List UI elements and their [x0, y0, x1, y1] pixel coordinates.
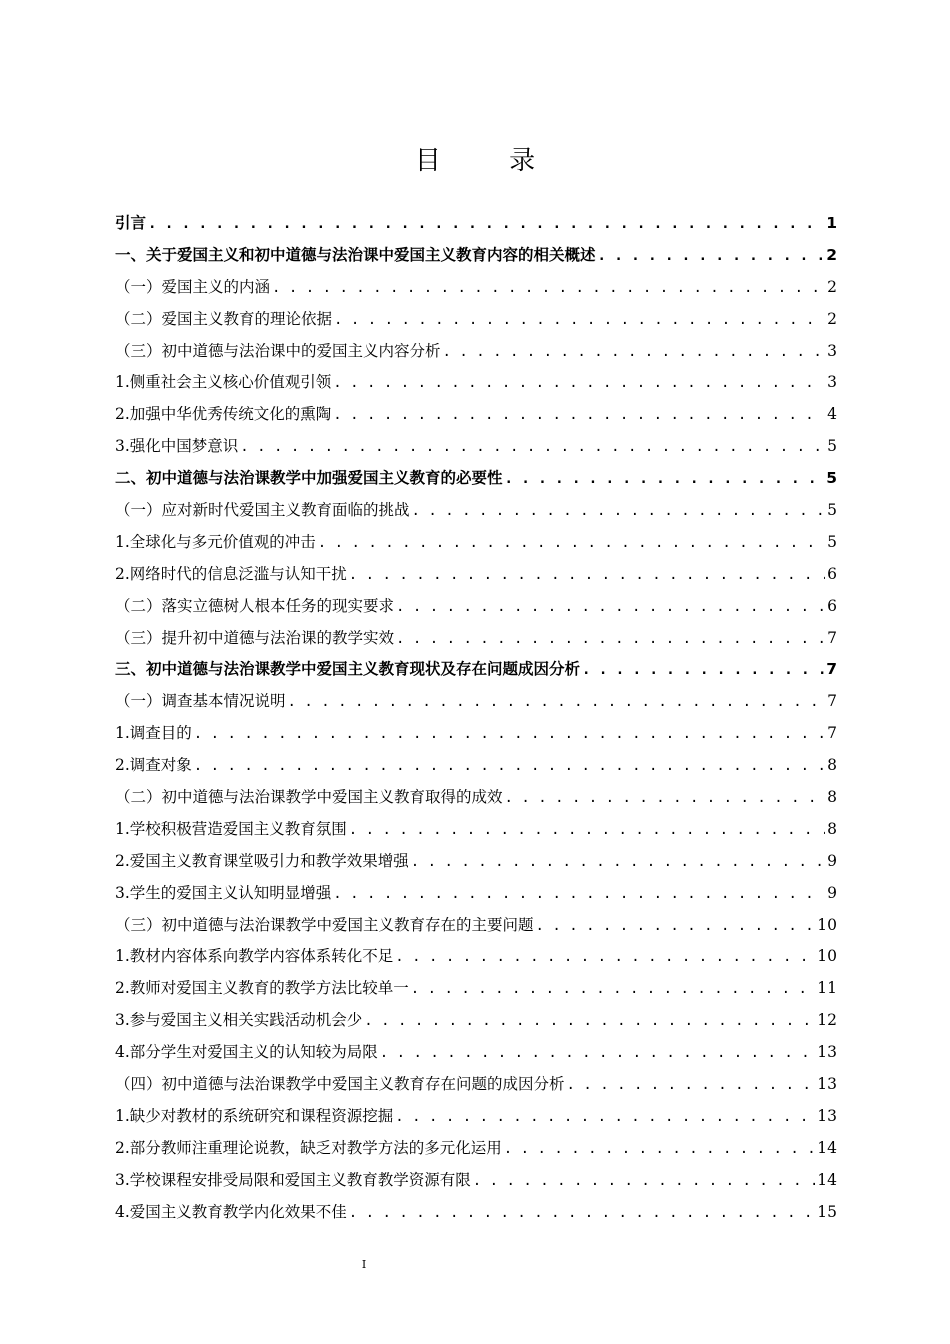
toc-entry-page: 3 [827, 373, 837, 392]
toc-dot-leader [333, 400, 825, 432]
toc-entry-title: （一）应对新时代爱国主义教育面临的挑战 [115, 501, 410, 520]
toc-entry-page: 13 [817, 1075, 837, 1094]
toc-entry-page: 7 [827, 692, 837, 711]
toc-dot-leader [395, 942, 815, 974]
toc-entry-title: 3.学生的爱国主义认知明显增强 [115, 883, 332, 902]
toc-entry-page: 3 [827, 341, 837, 360]
toc-entry-title: 一、关于爱国主义和初中道德与法治课中爱国主义教育内容的相关概述 [115, 245, 596, 264]
toc-dot-leader [349, 560, 825, 592]
toc-dot-leader [333, 368, 825, 400]
toc-entry-title: 引言 [115, 214, 147, 232]
toc-entry-title: （二）初中道德与法治课教学中爱国主义教育取得的成效 [115, 788, 503, 807]
toc-dot-leader [334, 305, 825, 337]
toc-entry-page: 7 [827, 628, 837, 647]
toc-dot-leader [598, 241, 825, 273]
toc-entry-title: 2.网络时代的信息泛滥与认知干扰 [115, 564, 347, 583]
toc-entry-page: 2 [826, 245, 837, 264]
toc-dot-leader [364, 1006, 815, 1038]
toc-entry-page: 8 [827, 819, 837, 838]
toc-entry-title: 3.学校课程安排受局限和爱国主义教育教学资源有限 [115, 1170, 471, 1189]
toc-entry[interactable] [115, 654, 837, 686]
toc-entry[interactable] [115, 686, 837, 718]
toc-entry-title: （三）提升初中道德与法治课的教学实效 [115, 628, 395, 647]
toc-entry-page: 6 [827, 596, 837, 615]
toc-entry[interactable] [115, 208, 837, 240]
toc-entry[interactable] [115, 399, 837, 431]
toc-entry[interactable] [115, 1005, 837, 1037]
toc-dot-leader [318, 528, 825, 560]
toc-entry-title: 1.调查目的 [115, 724, 192, 743]
toc-dot-leader [288, 687, 826, 719]
toc-entry-title: （三）初中道德与法治课中的爱国主义内容分析 [115, 341, 441, 360]
toc-dot-leader [349, 815, 825, 847]
toc-entry-page: 7 [827, 724, 837, 743]
toc-entry[interactable] [115, 1133, 837, 1165]
page-number: I [361, 1258, 367, 1271]
toc-entry[interactable] [115, 910, 837, 942]
toc-entry-title: 1.教材内容体系向教学内容体系转化不足 [115, 947, 394, 966]
toc-entry-title: 1.侧重社会主义核心价值观引领 [115, 373, 332, 392]
toc-entry[interactable] [115, 1101, 837, 1133]
toc-dot-leader [412, 496, 826, 528]
table-of-contents [115, 208, 837, 1229]
toc-entry[interactable] [115, 814, 837, 846]
toc-entry-page: 9 [827, 851, 837, 870]
toc-dot-leader [272, 273, 825, 305]
toc-dot-leader [443, 337, 826, 369]
toc-entry-title: 1.学校积极营造爱国主义教育氛围 [115, 819, 347, 838]
toc-entry[interactable] [115, 878, 837, 910]
toc-entry-title: 3.参与爱国主义相关实践活动机会少 [115, 1011, 363, 1030]
toc-entry-title: 2.加强中华优秀传统文化的熏陶 [115, 405, 332, 424]
toc-entry-title: 1.缺少对教材的系统研究和课程资源挖掘 [115, 1106, 394, 1125]
toc-entry-page: 8 [827, 756, 837, 775]
toc-entry[interactable] [115, 272, 837, 304]
toc-entry-title: 三、初中道德与法治课教学中爱国主义教育现状及存在问题成因分析 [115, 660, 581, 679]
toc-entry-page: 7 [826, 660, 837, 679]
toc-entry-title: （二）落实立德树人根本任务的现实要求 [115, 596, 395, 615]
toc-entry[interactable] [115, 1165, 837, 1197]
toc-entry-page: 13 [817, 1106, 837, 1125]
toc-dot-leader [504, 1134, 815, 1166]
toc-entry-page: 14 [817, 1138, 837, 1157]
toc-dot-leader [395, 1102, 815, 1134]
toc-dot-leader [505, 783, 826, 815]
toc-entry[interactable] [115, 495, 837, 527]
toc-entry-title: 2.教师对爱国主义教育的教学方法比较单一 [115, 979, 409, 998]
toc-dot-leader [411, 847, 825, 879]
toc-entry-page: 2 [827, 309, 837, 328]
toc-entry-page: 6 [827, 564, 837, 583]
toc-dot-leader [194, 719, 825, 751]
toc-entry-title: 4.爱国主义教育教学内化效果不佳 [115, 1202, 347, 1221]
toc-entry[interactable] [115, 1197, 837, 1229]
toc-entry[interactable] [115, 718, 837, 750]
toc-entry[interactable] [115, 1069, 837, 1101]
toc-dot-leader [194, 751, 825, 783]
toc-entry-title: 3.强化中国梦意识 [115, 437, 239, 456]
toc-entry-title: 2.部分教师注重理论说教，缺乏对教学方法的多元化运用 [115, 1138, 502, 1157]
toc-entry[interactable] [115, 527, 837, 559]
toc-entry-page: 8 [827, 788, 837, 807]
toc-entry[interactable] [115, 623, 837, 655]
toc-entry-page: 12 [817, 1011, 837, 1030]
toc-entry-title: 1.全球化与多元价值观的冲击 [115, 532, 316, 551]
toc-entry-title: （四）初中道德与法治课教学中爱国主义教育存在问题的成因分析 [115, 1075, 565, 1094]
toc-dot-leader [473, 1166, 815, 1198]
page-title: 目 录 [414, 146, 566, 176]
toc-entry[interactable] [115, 941, 837, 973]
toc-entry-page: 10 [817, 915, 837, 934]
toc-entry-page: 10 [817, 947, 837, 966]
toc-dot-leader [582, 655, 824, 687]
toc-entry[interactable] [115, 973, 837, 1005]
toc-entry-title: 2.调查对象 [115, 756, 192, 775]
toc-entry[interactable] [115, 367, 837, 399]
toc-entry-title: （一）爱国主义的内涵 [115, 277, 271, 296]
toc-entry-page: 2 [827, 277, 837, 296]
toc-entry-title: 二、初中道德与法治课教学中加强爱国主义教育的必要性 [115, 469, 503, 488]
toc-entry-page: 5 [827, 532, 837, 551]
toc-entry-title: （三）初中道德与法治课教学中爱国主义教育存在的主要问题 [115, 915, 534, 934]
toc-dot-leader [349, 1198, 815, 1230]
toc-entry[interactable] [115, 846, 837, 878]
toc-entry-page: 11 [817, 979, 837, 998]
toc-entry-page: 5 [826, 469, 837, 488]
toc-entry-page: 15 [817, 1202, 837, 1221]
toc-dot-leader [505, 464, 825, 496]
toc-entry-title: 4.部分学生对爱国主义的认知较为局限 [115, 1043, 378, 1062]
toc-entry[interactable] [115, 304, 837, 336]
toc-entry-page: 5 [827, 501, 837, 520]
toc-dot-leader [333, 879, 825, 911]
toc-dot-leader [380, 1038, 815, 1070]
toc-entry[interactable] [115, 336, 837, 368]
toc-entry[interactable] [115, 1037, 837, 1069]
toc-entry-page: 14 [817, 1170, 837, 1189]
toc-entry-title: 2.爱国主义教育课堂吸引力和教学效果增强 [115, 851, 409, 870]
toc-entry[interactable] [115, 463, 837, 495]
toc-entry-page: 9 [827, 883, 837, 902]
toc-dot-leader [536, 911, 816, 943]
toc-entry-page: 4 [827, 405, 837, 424]
toc-entry-page: 1 [826, 214, 837, 232]
toc-entry[interactable] [115, 559, 837, 591]
toc-entry[interactable] [115, 240, 837, 272]
toc-dot-leader [396, 592, 825, 624]
toc-dot-leader [567, 1070, 816, 1102]
toc-dot-leader [411, 974, 815, 1006]
toc-entry[interactable] [115, 591, 837, 623]
toc-entry[interactable] [115, 782, 837, 814]
toc-dot-leader [396, 624, 825, 656]
toc-entry-page: 5 [827, 437, 837, 456]
toc-dot-leader [240, 432, 825, 464]
toc-entry-title: （二）爱国主义教育的理论依据 [115, 309, 333, 328]
toc-entry-page: 13 [817, 1043, 837, 1062]
toc-entry[interactable] [115, 431, 837, 463]
toc-entry-title: （一）调查基本情况说明 [115, 692, 286, 711]
toc-entry[interactable] [115, 750, 837, 782]
toc-dot-leader [148, 209, 824, 241]
